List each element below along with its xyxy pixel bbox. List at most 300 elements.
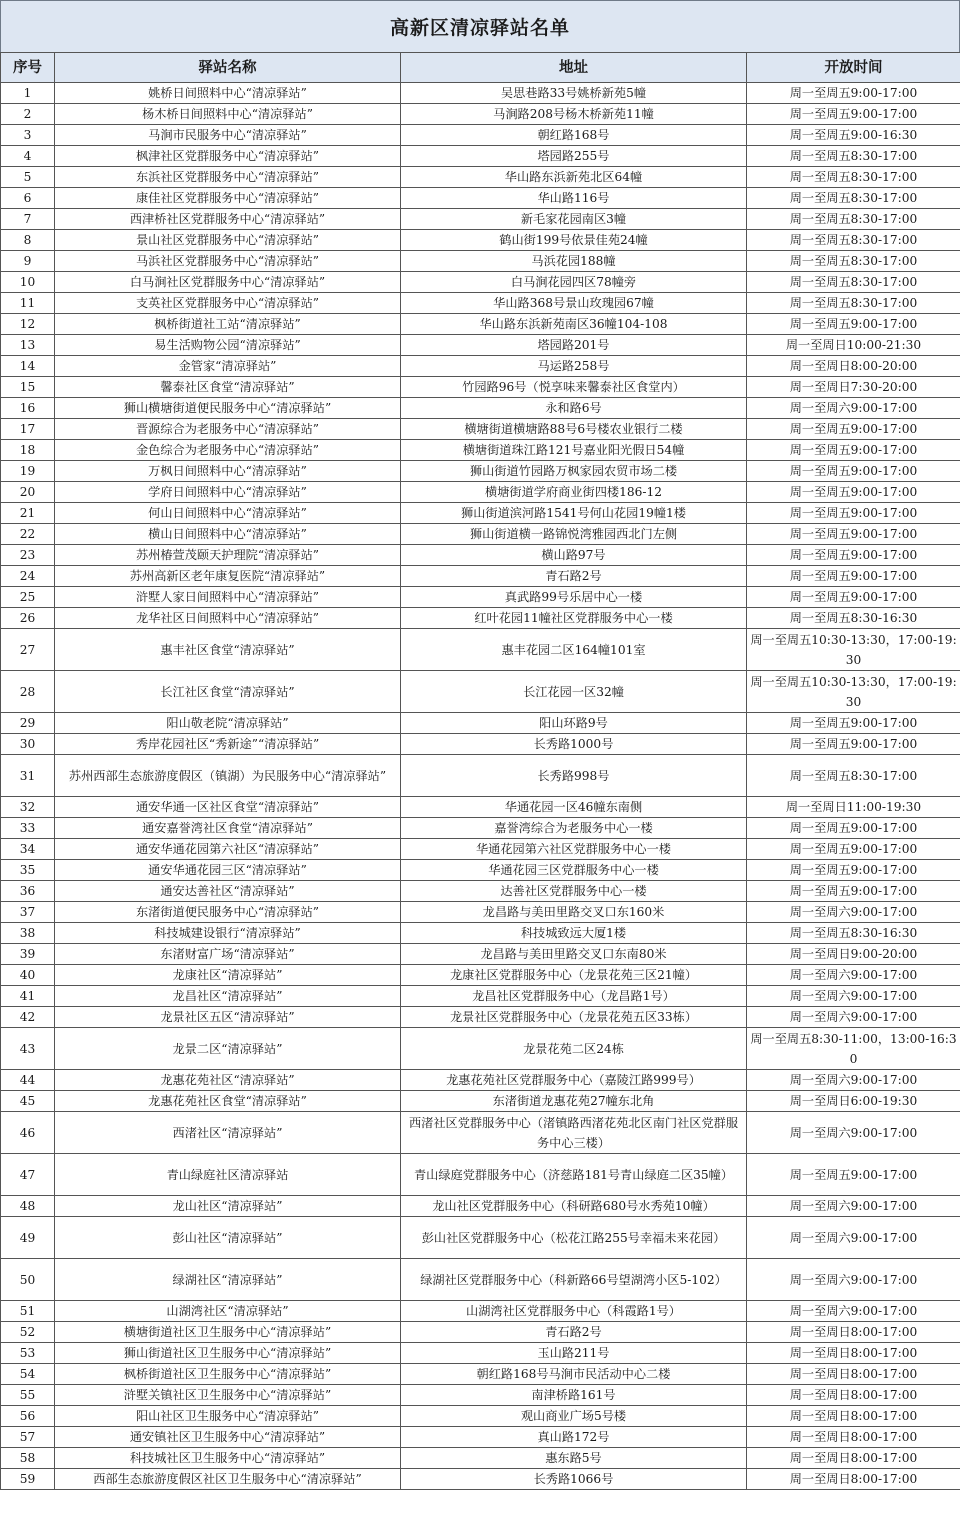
cell-station-name: 东渚财富广场“清凉驿站” — [55, 944, 401, 965]
cell-opening-hours: 周一至周五8:30-17:00 — [747, 146, 960, 167]
cell-station-name: 马涧市民服务中心“清凉驿站” — [55, 125, 401, 146]
table-row — [1, 1217, 960, 1259]
cell-opening-hours: 周一至周五8:30-16:30 — [747, 608, 960, 629]
station-table — [0, 52, 960, 1490]
cell-station-name: 龙惠花苑社区“清凉驿站” — [55, 1070, 401, 1091]
cell-number: 12 — [1, 314, 55, 335]
cell-address: 玉山路211号 — [401, 1343, 747, 1364]
cell-station-name: 易生活购物公园“清凉驿站” — [55, 335, 401, 356]
table-row — [1, 125, 960, 146]
table-row — [1, 419, 960, 440]
table-row — [1, 440, 960, 461]
cell-address: 科技城致远大厦1楼 — [401, 923, 747, 944]
cell-address: 龙昌路与美田里路交叉口东南80米 — [401, 944, 747, 965]
table-row — [1, 356, 960, 377]
table-row — [1, 251, 960, 272]
cell-number: 38 — [1, 923, 55, 944]
cell-station-name: 青山绿庭社区清凉驿站 — [55, 1154, 401, 1196]
cell-station-name: 绿湖社区“清凉驿站” — [55, 1259, 401, 1301]
page-title: 高新区清凉驿站名单 — [389, 17, 570, 39]
table-row — [1, 1427, 960, 1448]
cell-number: 39 — [1, 944, 55, 965]
cell-number: 20 — [1, 482, 55, 503]
cell-station-name: 枫桥街道社工站“清凉驿站” — [55, 314, 401, 335]
cell-number: 5 — [1, 167, 55, 188]
cell-station-name: 通安嘉誉湾社区食堂“清凉驿站” — [55, 818, 401, 839]
cell-opening-hours: 周一至周六9:00-17:00 — [747, 1007, 960, 1028]
cell-address: 鹤山街199号依景佳苑24幢 — [401, 230, 747, 251]
table-row — [1, 1364, 960, 1385]
cell-opening-hours: 周一至周六9:00-17:00 — [747, 902, 960, 923]
cell-number: 33 — [1, 818, 55, 839]
cell-opening-hours: 周一至周六9:00-17:00 — [747, 1217, 960, 1259]
cell-station-name: 枫津社区党群服务中心“清凉驿站” — [55, 146, 401, 167]
cell-station-name: 长江社区食堂“清凉驿站” — [55, 671, 401, 713]
cell-number: 37 — [1, 902, 55, 923]
cell-station-name: 通安华通花园三区“清凉驿站” — [55, 860, 401, 881]
cell-number: 7 — [1, 209, 55, 230]
cell-station-name: 横山日间照料中心“清凉驿站” — [55, 524, 401, 545]
cell-station-name: 西渚社区“清凉驿站” — [55, 1112, 401, 1154]
table-row — [1, 1448, 960, 1469]
cell-number: 14 — [1, 356, 55, 377]
cell-station-name: 龙景社区五区“清凉驿站” — [55, 1007, 401, 1028]
cell-opening-hours: 周一至周五8:30-17:00 — [747, 209, 960, 230]
table-row — [1, 839, 960, 860]
cell-number: 43 — [1, 1028, 55, 1070]
cell-address: 吴思巷路33号姚桥新苑5幢 — [401, 83, 747, 104]
cell-station-name: 东渚街道便民服务中心“清凉驿站” — [55, 902, 401, 923]
cell-opening-hours: 周一至周五9:00-17:00 — [747, 587, 960, 608]
cell-address: 龙昌社区党群服务中心（龙昌路1号） — [401, 986, 747, 1007]
cell-opening-hours: 周一至周五9:00-17:00 — [747, 818, 960, 839]
cell-number: 57 — [1, 1427, 55, 1448]
cell-address: 华山路东浜新苑北区64幢 — [401, 167, 747, 188]
cell-opening-hours: 周一至周五8:30-17:00 — [747, 272, 960, 293]
table-row — [1, 377, 960, 398]
cell-opening-hours: 周一至周五9:00-17:00 — [747, 524, 960, 545]
table-row — [1, 881, 960, 902]
cell-station-name: 苏州椿萱茂颐天护理院“清凉驿站” — [55, 545, 401, 566]
cell-number: 52 — [1, 1322, 55, 1343]
table-row — [1, 146, 960, 167]
cell-station-name: 龙康社区“清凉驿站” — [55, 965, 401, 986]
cell-opening-hours: 周一至周五8:30-17:00 — [747, 230, 960, 251]
cell-opening-hours: 周一至周五9:00-17:00 — [747, 314, 960, 335]
cell-opening-hours: 周一至周日9:00-20:00 — [747, 944, 960, 965]
table-row — [1, 482, 960, 503]
cell-station-name: 科技城建设银行“清凉驿站” — [55, 923, 401, 944]
cell-opening-hours: 周一至周五9:00-16:30 — [747, 125, 960, 146]
table-row — [1, 734, 960, 755]
cell-address: 东渚街道龙惠花苑27幢东北角 — [401, 1091, 747, 1112]
cell-opening-hours: 周一至周日8:00-17:00 — [747, 1385, 960, 1406]
cell-station-name: 彭山社区“清凉驿站” — [55, 1217, 401, 1259]
cell-address: 山湖湾社区党群服务中心（科霞路1号） — [401, 1301, 747, 1322]
cell-address: 横塘街道珠江路121号嘉业阳光假日54幢 — [401, 440, 747, 461]
cell-number: 22 — [1, 524, 55, 545]
cell-address: 华山路116号 — [401, 188, 747, 209]
cell-address: 狮山街道滨河路1541号何山花园19幢1楼 — [401, 503, 747, 524]
cell-address: 青山绿庭党群服务中心（济慈路181号青山绿庭二区35幢） — [401, 1154, 747, 1196]
cell-address: 华通花园第六社区党群服务中心一楼 — [401, 839, 747, 860]
cell-address: 塔园路201号 — [401, 335, 747, 356]
cell-number: 15 — [1, 377, 55, 398]
table-row — [1, 293, 960, 314]
cell-station-name: 阳山敬老院“清凉驿站” — [55, 713, 401, 734]
cell-number: 30 — [1, 734, 55, 755]
cell-opening-hours: 周一至周五9:00-17:00 — [747, 860, 960, 881]
cell-opening-hours: 周一至周五8:30-17:00 — [747, 167, 960, 188]
cell-opening-hours: 周一至周五9:00-17:00 — [747, 839, 960, 860]
cell-address: 观山商业广场5号楼 — [401, 1406, 747, 1427]
cell-address: 永和路6号 — [401, 398, 747, 419]
cell-address: 长秀路998号 — [401, 755, 747, 797]
cell-opening-hours: 周一至周六9:00-17:00 — [747, 1259, 960, 1301]
cell-opening-hours: 周一至周五9:00-17:00 — [747, 545, 960, 566]
cell-number: 31 — [1, 755, 55, 797]
table-row — [1, 923, 960, 944]
cell-address: 竹园路96号（悦享味来馨泰社区食堂内） — [401, 377, 747, 398]
table-row — [1, 503, 960, 524]
cell-opening-hours: 周一至周日8:00-20:00 — [747, 356, 960, 377]
cell-station-name: 阳山社区卫生服务中心“清凉驿站” — [55, 1406, 401, 1427]
cell-number: 54 — [1, 1364, 55, 1385]
cell-number: 44 — [1, 1070, 55, 1091]
cell-station-name: 西部生态旅游度假区社区卫生服务中心“清凉驿站” — [55, 1469, 401, 1490]
cell-opening-hours: 周一至周六9:00-17:00 — [747, 1112, 960, 1154]
cell-number: 55 — [1, 1385, 55, 1406]
cell-address: 龙山社区党群服务中心（科研路680号水秀苑10幢） — [401, 1196, 747, 1217]
cell-opening-hours: 周一至周五9:00-17:00 — [747, 83, 960, 104]
cell-station-name: 通安镇社区卫生服务中心“清凉驿站” — [55, 1427, 401, 1448]
cell-station-name: 狮山横塘街道便民服务中心“清凉驿站” — [55, 398, 401, 419]
table-row — [1, 398, 960, 419]
cell-opening-hours: 周一至周五9:00-17:00 — [747, 104, 960, 125]
cell-opening-hours: 周一至周五8:30-17:00 — [747, 188, 960, 209]
cell-opening-hours: 周一至周六9:00-17:00 — [747, 965, 960, 986]
cell-address: 狮山街道横一路锦悦湾雅园西北门左侧 — [401, 524, 747, 545]
cell-station-name: 通安达善社区“清凉驿站” — [55, 881, 401, 902]
cell-opening-hours: 周一至周日8:00-17:00 — [747, 1469, 960, 1490]
cell-address: 华通花园三区党群服务中心一楼 — [401, 860, 747, 881]
cell-station-name: 苏州高新区老年康复医院“清凉驿站” — [55, 566, 401, 587]
cell-opening-hours: 周一至周日8:00-17:00 — [747, 1343, 960, 1364]
table-row — [1, 545, 960, 566]
cell-address: 龙惠花苑社区党群服务中心（嘉陵江路999号） — [401, 1070, 747, 1091]
table-row — [1, 965, 960, 986]
header-opening-hours: 开放时间 — [747, 53, 960, 83]
table-row — [1, 272, 960, 293]
cell-station-name: 山湖湾社区“清凉驿站” — [55, 1301, 401, 1322]
table-row — [1, 524, 960, 545]
table-row — [1, 1070, 960, 1091]
cell-number: 16 — [1, 398, 55, 419]
cell-number: 28 — [1, 671, 55, 713]
table-row — [1, 335, 960, 356]
table-row — [1, 1385, 960, 1406]
cell-number: 59 — [1, 1469, 55, 1490]
cell-address: 龙景社区党群服务中心（龙景花苑五区33栋） — [401, 1007, 747, 1028]
table-row — [1, 944, 960, 965]
cell-opening-hours: 周一至周六9:00-17:00 — [747, 986, 960, 1007]
cell-address: 青石路2号 — [401, 1322, 747, 1343]
cell-number: 27 — [1, 629, 55, 671]
cell-station-name: 东浜社区党群服务中心“清凉驿站” — [55, 167, 401, 188]
cell-number: 29 — [1, 713, 55, 734]
cell-address: 横塘街道横塘路88号6号楼农业银行二楼 — [401, 419, 747, 440]
table-row — [1, 1343, 960, 1364]
cell-address: 朝红路168号马涧市民活动中心二楼 — [401, 1364, 747, 1385]
table-row — [1, 1112, 960, 1154]
cell-opening-hours: 周一至周日6:00-19:30 — [747, 1091, 960, 1112]
table-row — [1, 1028, 960, 1070]
cell-number: 25 — [1, 587, 55, 608]
cell-station-name: 龙华社区日间照料中心“清凉驿站” — [55, 608, 401, 629]
cell-station-name: 马浜社区党群服务中心“清凉驿站” — [55, 251, 401, 272]
table-row — [1, 986, 960, 1007]
cell-number: 45 — [1, 1091, 55, 1112]
cell-address: 华山路368号景山玫瑰园67幢 — [401, 293, 747, 314]
cell-address: 龙景花苑二区24栋 — [401, 1028, 747, 1070]
cell-address: 龙昌路与美田里路交叉口东160米 — [401, 902, 747, 923]
cell-station-name: 狮山街道社区卫生服务中心“清凉驿站” — [55, 1343, 401, 1364]
table-row — [1, 1007, 960, 1028]
table-row — [1, 713, 960, 734]
cell-opening-hours: 周一至周五9:00-17:00 — [747, 734, 960, 755]
cell-opening-hours: 周一至周五9:00-17:00 — [747, 1154, 960, 1196]
table-row — [1, 671, 960, 713]
cell-station-name: 馨泰社区食堂“清凉驿站” — [55, 377, 401, 398]
title-bar — [0, 0, 960, 52]
table-row — [1, 83, 960, 104]
table-row — [1, 104, 960, 125]
cell-opening-hours: 周一至周五9:00-17:00 — [747, 482, 960, 503]
cell-number: 42 — [1, 1007, 55, 1028]
cell-station-name: 龙惠花苑社区食堂“清凉驿站” — [55, 1091, 401, 1112]
cell-station-name: 何山日间照料中心“清凉驿站” — [55, 503, 401, 524]
table-body — [1, 83, 960, 1490]
cell-address: 真山路172号 — [401, 1427, 747, 1448]
cell-station-name: 横塘街道社区卫生服务中心“清凉驿站” — [55, 1322, 401, 1343]
cell-opening-hours: 周一至周日8:00-17:00 — [747, 1448, 960, 1469]
cell-station-name: 金管家“清凉驿站” — [55, 356, 401, 377]
cell-address: 朝红路168号 — [401, 125, 747, 146]
cell-opening-hours: 周一至周六9:00-17:00 — [747, 1070, 960, 1091]
cell-station-name: 龙昌社区“清凉驿站” — [55, 986, 401, 1007]
cell-opening-hours: 周一至周五9:00-17:00 — [747, 566, 960, 587]
cell-station-name: 杨木桥日间照料中心“清凉驿站” — [55, 104, 401, 125]
cell-station-name: 通安华通花园第六社区“清凉驿站” — [55, 839, 401, 860]
table-row — [1, 755, 960, 797]
cell-opening-hours: 周一至周五8:30-17:00 — [747, 755, 960, 797]
cell-opening-hours: 周一至周五10:30-13:30，17:00-19:30 — [747, 629, 960, 671]
table-row — [1, 1259, 960, 1301]
cell-number: 17 — [1, 419, 55, 440]
cell-station-name: 白马涧社区党群服务中心“清凉驿站” — [55, 272, 401, 293]
table-row — [1, 461, 960, 482]
table-row — [1, 230, 960, 251]
cell-address: 长江花园一区32幢 — [401, 671, 747, 713]
cell-number: 32 — [1, 797, 55, 818]
cell-number: 9 — [1, 251, 55, 272]
cell-number: 47 — [1, 1154, 55, 1196]
cell-opening-hours: 周一至周五8:30-17:00 — [747, 293, 960, 314]
cell-address: 狮山街道竹园路万枫家园农贸市场二楼 — [401, 461, 747, 482]
table-row — [1, 1301, 960, 1322]
cell-opening-hours: 周一至周日8:00-17:00 — [747, 1427, 960, 1448]
cell-opening-hours: 周一至周六9:00-17:00 — [747, 1196, 960, 1217]
cell-opening-hours: 周一至周五8:30-16:30 — [747, 923, 960, 944]
cell-opening-hours: 周一至周日8:00-17:00 — [747, 1406, 960, 1427]
cell-opening-hours: 周一至周六9:00-17:00 — [747, 1301, 960, 1322]
cell-station-name: 龙山社区“清凉驿站” — [55, 1196, 401, 1217]
cell-station-name: 学府日间照料中心“清凉驿站” — [55, 482, 401, 503]
table-row — [1, 902, 960, 923]
table-row — [1, 209, 960, 230]
cell-address: 西渚社区党群服务中心（渚镇路西渚花苑北区南门社区党群服务中心三楼） — [401, 1112, 747, 1154]
cell-number: 11 — [1, 293, 55, 314]
cell-address: 白马涧花园四区78幢旁 — [401, 272, 747, 293]
cell-opening-hours: 周一至周五8:30-17:00 — [747, 251, 960, 272]
cell-station-name: 浒墅人家日间照料中心“清凉驿站” — [55, 587, 401, 608]
cell-number: 24 — [1, 566, 55, 587]
cell-number: 53 — [1, 1343, 55, 1364]
table-row — [1, 797, 960, 818]
cell-number: 26 — [1, 608, 55, 629]
table-row — [1, 629, 960, 671]
cell-address: 嘉誉湾综合为老服务中心一楼 — [401, 818, 747, 839]
cell-station-name: 苏州西部生态旅游度假区（镇湖）为民服务中心“清凉驿站” — [55, 755, 401, 797]
cell-opening-hours: 周一至周五9:00-17:00 — [747, 419, 960, 440]
cell-opening-hours: 周一至周日10:00-21:30 — [747, 335, 960, 356]
cell-address: 红叶花园11幢社区党群服务中心一楼 — [401, 608, 747, 629]
cell-number: 3 — [1, 125, 55, 146]
cell-number: 18 — [1, 440, 55, 461]
cell-number: 51 — [1, 1301, 55, 1322]
cell-station-name: 惠丰社区食堂“清凉驿站” — [55, 629, 401, 671]
cell-opening-hours: 周一至周五9:00-17:00 — [747, 440, 960, 461]
header-station-name: 驿站名称 — [55, 53, 401, 83]
cell-station-name: 康佳社区党群服务中心“清凉驿站” — [55, 188, 401, 209]
cell-opening-hours: 周一至周五9:00-17:00 — [747, 461, 960, 482]
cell-station-name: 浒墅关镇社区卫生服务中心“清凉驿站” — [55, 1385, 401, 1406]
table-row — [1, 1196, 960, 1217]
cell-opening-hours: 周一至周日11:00-19:30 — [747, 797, 960, 818]
cell-station-name: 万枫日间照料中心“清凉驿站” — [55, 461, 401, 482]
cell-opening-hours: 周一至周五9:00-17:00 — [747, 713, 960, 734]
cell-station-name: 科技城社区卫生服务中心“清凉驿站” — [55, 1448, 401, 1469]
table-row — [1, 314, 960, 335]
cell-opening-hours: 周一至周六9:00-17:00 — [747, 398, 960, 419]
header-address: 地址 — [401, 53, 747, 83]
cell-number: 13 — [1, 335, 55, 356]
cell-address: 真武路99号乐居中心一楼 — [401, 587, 747, 608]
cell-address: 长秀路1000号 — [401, 734, 747, 755]
cell-station-name: 景山社区党群服务中心“清凉驿站” — [55, 230, 401, 251]
cell-opening-hours: 周一至周日8:00-17:00 — [747, 1322, 960, 1343]
cell-address: 惠丰花园二区164幢101室 — [401, 629, 747, 671]
cell-number: 8 — [1, 230, 55, 251]
table-row — [1, 587, 960, 608]
cell-address: 横山路97号 — [401, 545, 747, 566]
table-row — [1, 818, 960, 839]
cell-station-name: 支英社区党群服务中心“清凉驿站” — [55, 293, 401, 314]
table-header — [1, 53, 960, 83]
cell-opening-hours: 周一至周日7:30-20:00 — [747, 377, 960, 398]
table-row — [1, 1469, 960, 1490]
cell-address: 马运路258号 — [401, 356, 747, 377]
cell-number: 19 — [1, 461, 55, 482]
table-row — [1, 1322, 960, 1343]
table-row — [1, 1154, 960, 1196]
cell-address: 惠东路5号 — [401, 1448, 747, 1469]
cell-address: 华山路东浜新苑南区36幢104-108 — [401, 314, 747, 335]
table-row — [1, 167, 960, 188]
cell-number: 34 — [1, 839, 55, 860]
cell-station-name: 晋源综合为老服务中心“清凉驿站” — [55, 419, 401, 440]
cell-number: 6 — [1, 188, 55, 209]
cell-address: 马浜花园188幢 — [401, 251, 747, 272]
cell-address: 阳山环路9号 — [401, 713, 747, 734]
cell-number: 2 — [1, 104, 55, 125]
cell-opening-hours: 周一至周五8:30-11:00，13:00-16:30 — [747, 1028, 960, 1070]
cell-number: 21 — [1, 503, 55, 524]
table-row — [1, 1406, 960, 1427]
cell-number: 50 — [1, 1259, 55, 1301]
cell-address: 达善社区党群服务中心一楼 — [401, 881, 747, 902]
table-row — [1, 860, 960, 881]
cell-number: 40 — [1, 965, 55, 986]
cell-address: 新毛家花园南区3幢 — [401, 209, 747, 230]
cell-address: 长秀路1066号 — [401, 1469, 747, 1490]
cell-station-name: 西津桥社区党群服务中心“清凉驿站” — [55, 209, 401, 230]
cell-number: 48 — [1, 1196, 55, 1217]
cell-station-name: 龙景二区“清凉驿站” — [55, 1028, 401, 1070]
cell-number: 4 — [1, 146, 55, 167]
cell-address: 青石路2号 — [401, 566, 747, 587]
table-row — [1, 566, 960, 587]
cell-number: 58 — [1, 1448, 55, 1469]
cell-address: 华通花园一区46幢东南侧 — [401, 797, 747, 818]
cell-address: 横塘街道学府商业街四楼186-12 — [401, 482, 747, 503]
cell-number: 36 — [1, 881, 55, 902]
cell-address: 塔园路255号 — [401, 146, 747, 167]
cell-number: 10 — [1, 272, 55, 293]
cell-address: 绿湖社区党群服务中心（科新路66号望湖湾小区5-102） — [401, 1259, 747, 1301]
cell-station-name: 金色综合为老服务中心“清凉驿站” — [55, 440, 401, 461]
cell-station-name: 姚桥日间照料中心“清凉驿站” — [55, 83, 401, 104]
table-row — [1, 1091, 960, 1112]
cell-address: 马涧路208号杨木桥新苑11幢 — [401, 104, 747, 125]
cell-opening-hours: 周一至周五9:00-17:00 — [747, 881, 960, 902]
cell-number: 49 — [1, 1217, 55, 1259]
cell-opening-hours: 周一至周五10:30-13:30，17:00-19:30 — [747, 671, 960, 713]
cell-number: 23 — [1, 545, 55, 566]
cell-address: 南津桥路161号 — [401, 1385, 747, 1406]
cell-number: 56 — [1, 1406, 55, 1427]
cell-opening-hours: 周一至周日8:00-17:00 — [747, 1364, 960, 1385]
cell-number: 1 — [1, 83, 55, 104]
cell-address: 龙康社区党群服务中心（龙景花苑三区21幢） — [401, 965, 747, 986]
cell-number: 41 — [1, 986, 55, 1007]
cell-station-name: 秀岸花园社区“秀新途”“清凉驿站” — [55, 734, 401, 755]
cell-address: 彭山社区党群服务中心（松花江路255号幸福未来花园） — [401, 1217, 747, 1259]
cell-number: 35 — [1, 860, 55, 881]
cell-number: 46 — [1, 1112, 55, 1154]
cell-opening-hours: 周一至周五9:00-17:00 — [747, 503, 960, 524]
header-number: 序号 — [1, 53, 55, 83]
